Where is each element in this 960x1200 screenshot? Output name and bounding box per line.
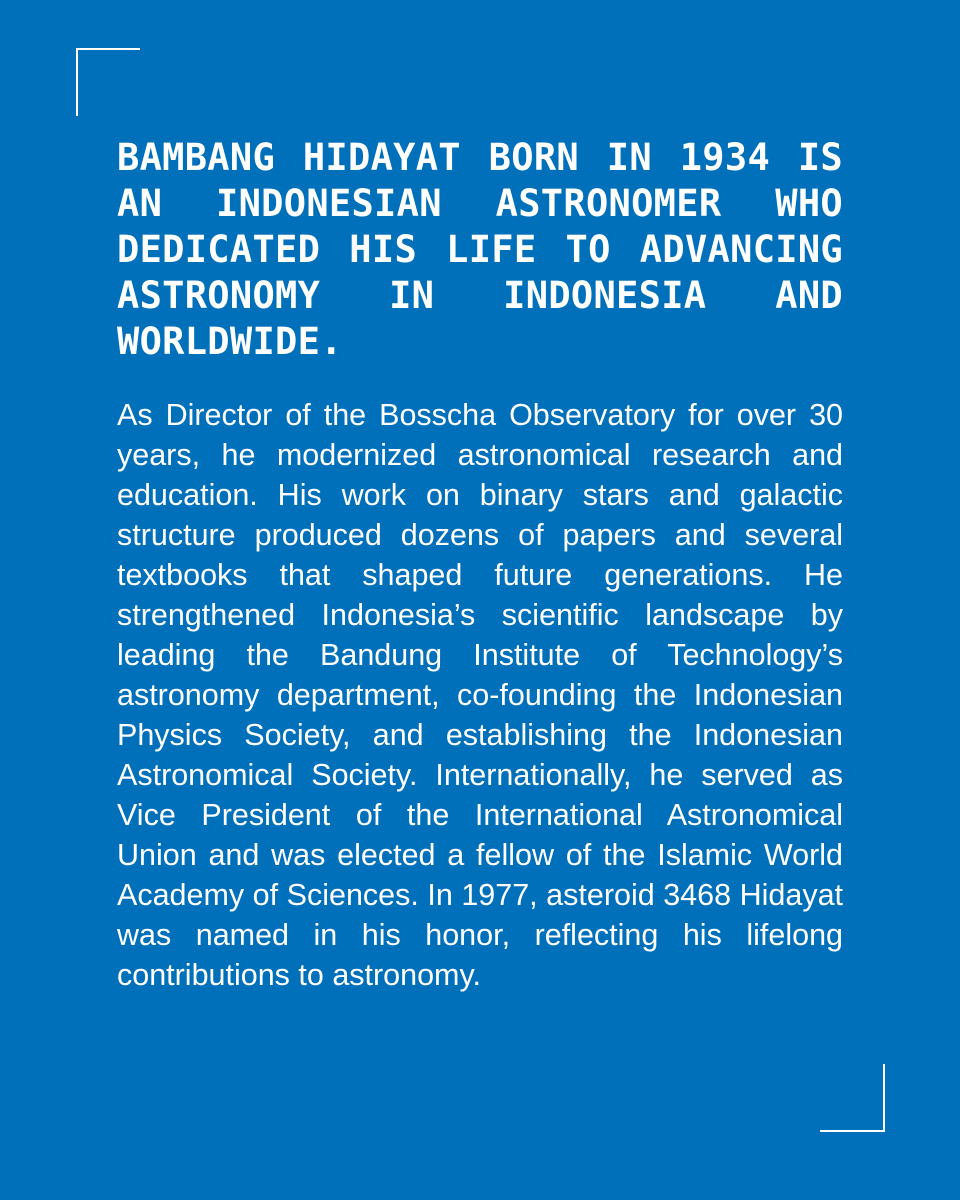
post-body: As Director of the Bosscha Observatory for over 30 years, he modernized astronomical research and education. His work on binary stars and galactic structure produced dozens of papers and several textbooks that shaped future generations. He strengthened Indonesia’s scientific landscape by leading the Bandung Institute of Technology’s astronomy department, co-founding the Indonesian Physics Society, and establishing the Indonesian Astronomical Society. Internationally, he served as Vice President of the International Astronomical Union and was elected a fellow of the Islamic World Academy of Sciences. In 1977, asteroid 3468 Hidayat was named in his honor, reflecting his lifelong contributions to astronomy. [117,398,843,992]
top-left-corner-bracket [76,48,140,116]
bottom-right-corner-bracket [820,1064,885,1132]
post-headline: BAMBANG HIDAYAT BORN IN 1934 IS AN INDONESIAN ASTRONOMER WHO DEDICATED HIS LIFE TO ADVANCING ASTRONOMY IN INDONESIA AND WORLDWIDE. [117,136,843,363]
post-content [117,135,843,995]
